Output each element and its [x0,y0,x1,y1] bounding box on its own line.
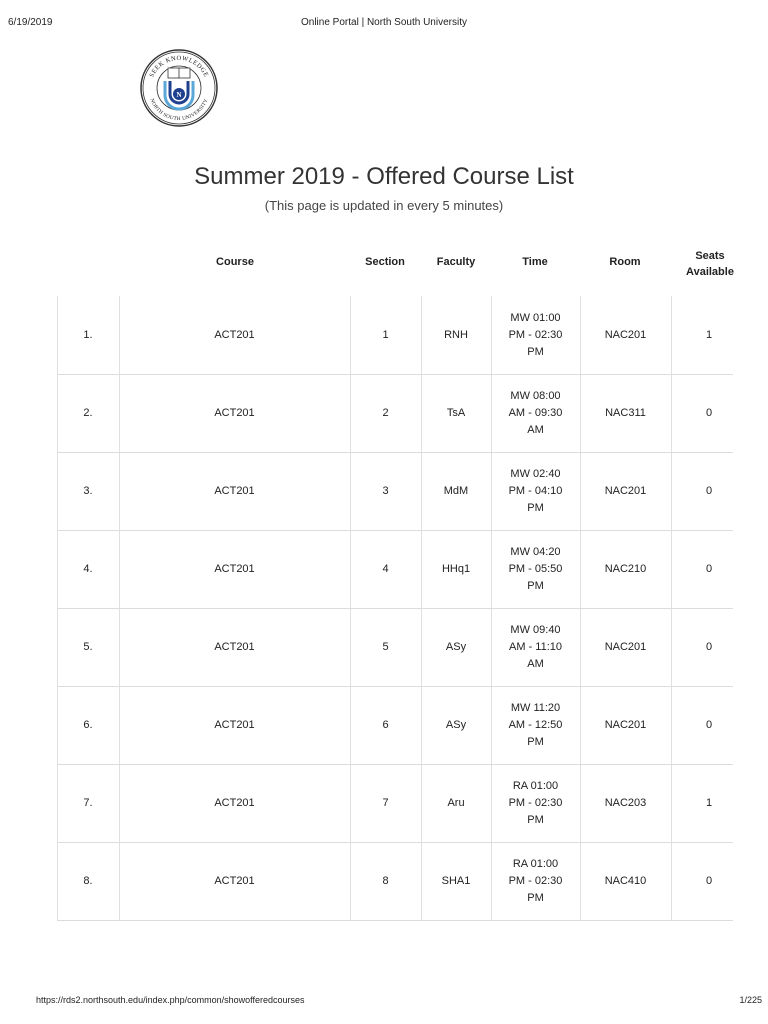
print-footer-url: https://rds2.northsouth.edu/index.php/common/showofferedcourses [36,995,305,1005]
table-row [57,374,733,453]
time-cell: RA 01:00 PM - 02:30 PM [508,779,563,826]
table-row [57,452,733,531]
time-cell: MW 02:40 PM - 04:10 PM [508,467,563,514]
room-cell: NAC201 [604,328,647,341]
room-cell: NAC410 [604,874,647,887]
section-cell: 8 [382,874,389,887]
seats-cell: 0 [705,406,713,419]
column-header-seats-line1: Seats [695,250,725,262]
course-cell: ACT201 [214,718,255,731]
seats-cell: 0 [705,640,713,653]
course-cell: ACT201 [214,562,255,575]
row-number: 8. [83,874,93,887]
faculty-cell: SHA1 [441,874,471,887]
section-cell: 6 [382,718,389,731]
room-cell: NAC311 [605,406,646,419]
seats-cell: 0 [705,484,713,497]
column-header-section: Section [365,256,405,268]
faculty-cell: ASy [445,640,467,653]
table-row [57,686,733,765]
course-cell: ACT201 [214,874,255,887]
course-cell: ACT201 [214,406,255,419]
section-cell: 5 [382,640,389,653]
table-row [57,764,733,843]
row-number: 4. [83,562,93,575]
seal-bottom-text: NORTH SOUTH UNIVERSITY [148,97,210,123]
faculty-cell: MdM [443,484,469,497]
section-cell: 3 [382,484,389,497]
column-header-room: Room [609,256,641,268]
print-page-title: Online Portal | North South University [300,17,467,28]
column-header-course: Course [216,256,254,268]
column-header-seats [678,248,742,280]
room-cell: NAC203 [604,796,647,809]
seats-cell: 1 [705,328,713,341]
time-cell: MW 01:00 PM - 02:30 PM [508,311,563,358]
row-number: 6. [83,718,93,731]
seats-cell: 1 [705,796,713,809]
seal-top-text: SEEK KNOWLEDGE [148,54,210,79]
row-number: 3. [83,484,93,497]
column-header-seats-line2: Available [686,266,734,278]
table-row [57,842,733,921]
university-seal-icon [139,45,219,131]
time-cell: RA 01:00 PM - 02:30 PM [508,857,563,904]
room-cell: NAC201 [604,640,647,653]
faculty-cell: ASy [445,718,467,731]
seats-cell: 0 [705,562,713,575]
row-number: 7. [83,796,93,809]
faculty-cell: HHq1 [441,562,471,575]
course-cell: ACT201 [214,484,255,497]
column-header-faculty: Faculty [436,256,476,268]
section-cell: 4 [382,562,389,575]
table-row [57,530,733,609]
print-date: 6/19/2019 [8,17,53,28]
time-cell: MW 04:20 PM - 05:50 PM [508,545,563,592]
page-subtitle: (This page is updated in every 5 minutes) [264,198,504,213]
room-cell: NAC210 [604,562,647,575]
seal-center-letter: N [176,91,182,99]
seats-cell: 0 [705,874,713,887]
time-cell: MW 08:00 AM - 09:30 AM [508,389,563,436]
row-number: 1. [83,328,93,341]
section-cell: 1 [382,328,389,341]
room-cell: NAC201 [604,718,647,731]
course-cell: ACT201 [214,328,255,341]
column-header-time: Time [522,256,548,268]
university-logo [139,45,219,131]
page-title: Summer 2019 - Offered Course List [194,163,574,190]
table-row [57,608,733,687]
table-row [57,296,733,375]
time-cell: MW 11:20 AM - 12:50 PM [508,701,563,748]
offered-course-table [57,296,733,920]
print-page-number: 1/225 [739,995,762,1005]
row-number: 5. [83,640,93,653]
section-cell: 2 [382,406,389,419]
course-cell: ACT201 [214,796,255,809]
faculty-cell: RNH [444,328,468,341]
time-cell: MW 09:40 AM - 11:10 AM [509,623,562,670]
row-number: 2. [83,406,93,419]
section-cell: 7 [382,796,389,809]
faculty-cell: TsA [446,406,466,419]
seats-cell: 0 [705,718,713,731]
course-cell: ACT201 [214,640,255,653]
faculty-cell: Aru [447,796,465,809]
room-cell: NAC201 [604,484,647,497]
